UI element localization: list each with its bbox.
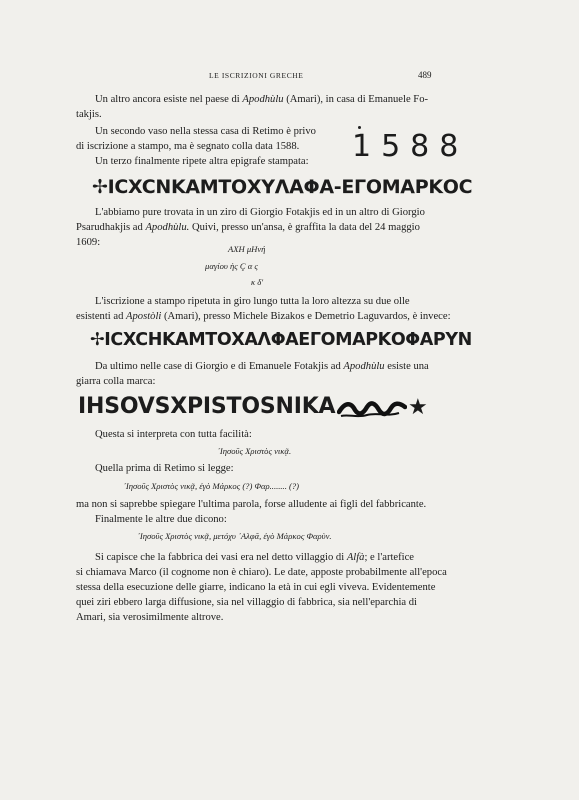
star-icon: ★ — [408, 395, 428, 420]
para4-line3: 1609: — [76, 237, 101, 248]
page-number: 489 — [418, 70, 432, 80]
para10-line3: stessa della esecuzione delle giarre, indicano la età in cui egli viveva. Evidentemente — [76, 582, 436, 593]
place-name: Apodhùlu — [343, 361, 385, 372]
date-mark-1588: 1588 — [352, 129, 469, 164]
para4-line2: Psarudhakjis ad Apodhùlu. Quivi, presso un'ansa, è graffita la data del 24 maggio — [76, 222, 420, 233]
graffito-line1: ΑΧΗ μΗνή — [228, 244, 266, 254]
inscription-3 — [78, 394, 335, 419]
inscription-2: ✢ΙCXCΗΚΑΜΤΟΧΑΛΦΑΕΓΟΜΑΡΚΟΦΑΡΥΝ — [90, 330, 472, 350]
graffito-line2: μαγίου ἡς Ç α ς — [205, 261, 258, 271]
para9-line2: Finalmente le altre due dicono: — [95, 514, 227, 525]
para6-line1: Da ultimo nelle case di Giorgio e di Emanuele Fotakjis ad Apodhùlu esiste una — [95, 361, 429, 372]
inscription-3-text: IHSOVSXPISTOSNIKA — [78, 394, 336, 419]
para10-line1: Si capisce che la fabbrica dei vasi era nel detto villaggio di Alfà; e l'artefice — [95, 552, 415, 563]
header-title: LE ISCRIZIONI GRECHE — [209, 71, 304, 80]
greek-reading-1: ᾽Ιησοῦς Χριστὸς νικᾷ. — [217, 446, 292, 456]
place-name: Apostòli — [126, 311, 162, 322]
para5-line1: L'iscrizione a stampo ripetuta in giro lungo tutta la loro altezza su due olle — [95, 296, 410, 307]
para7-line1: Questa si interpreta con tutta facilità: — [95, 429, 252, 440]
para10-line2: si chiamava Marco (il cognome non è chiaro). Le date, apposte probabilmente all'epoca — [76, 567, 447, 578]
place-name: Alfà — [346, 552, 365, 563]
greek-reading-3: ᾽Ιησοῦς Χριστὸς νικᾷ, μετόχυ ᾽Αλφᾶ, ἐγὸ Μάρκος Φαρὺν. — [137, 531, 332, 541]
para8-line1: Quella prima di Retimo si legge: — [95, 463, 234, 474]
para6-line2: giarra colla marca: — [76, 376, 156, 387]
para1-line1: Un altro ancora esiste nel paese di Apodhùlu (Amari), in casa di Emanuele Fo- — [95, 94, 429, 105]
para9-line1: ma non si saprebbe spiegare l'ultima parola, forse alludente ai figli del fabbricante. — [76, 499, 427, 510]
para5-line2: esistenti ad Apostòli (Amari), presso Michele Bizakos e Demetrio Laguvardos, è invece: — [76, 311, 451, 322]
para10-line5: Amari, sia verosimilmente altrove. — [76, 612, 224, 623]
place-name: Apodhùlu — [242, 94, 284, 105]
para1-line2: takjis. — [76, 109, 102, 120]
place-name: Apodhùlu. — [145, 222, 190, 233]
graffito-line3: κ δ' — [251, 277, 264, 287]
inscription-1: ✢ΙCXCΝΚΑΜΤΟΧΥΛΑΦΑ-ΕΓΟΜΑΡΚΟC — [92, 176, 473, 198]
para4-line1: L'abbiamo pure trovata in un ziro di Giorgio Fotakjis ed in un altro di Giorgio — [95, 207, 425, 218]
para3-line1: Un terzo finalmente ripete altra epigrafe stampata: — [95, 156, 309, 167]
para10-line4: quei ziri ebbero larga diffusione, sia nel villaggio di fabbrica, sia nell'eparchia di — [76, 597, 417, 608]
para2-line2: di iscrizione a stampo, ma è segnato colla data 1588. — [76, 141, 300, 152]
para2-line1: Un secondo vaso nella stessa casa di Retimo è privo — [95, 126, 316, 137]
wave-ornament-icon — [337, 398, 407, 420]
greek-reading-2: ᾽Ιησοῦς Χριστὸς νικᾷ, ἐγὸ Μάρκος (?) Φαρ........ (?) — [123, 481, 300, 491]
